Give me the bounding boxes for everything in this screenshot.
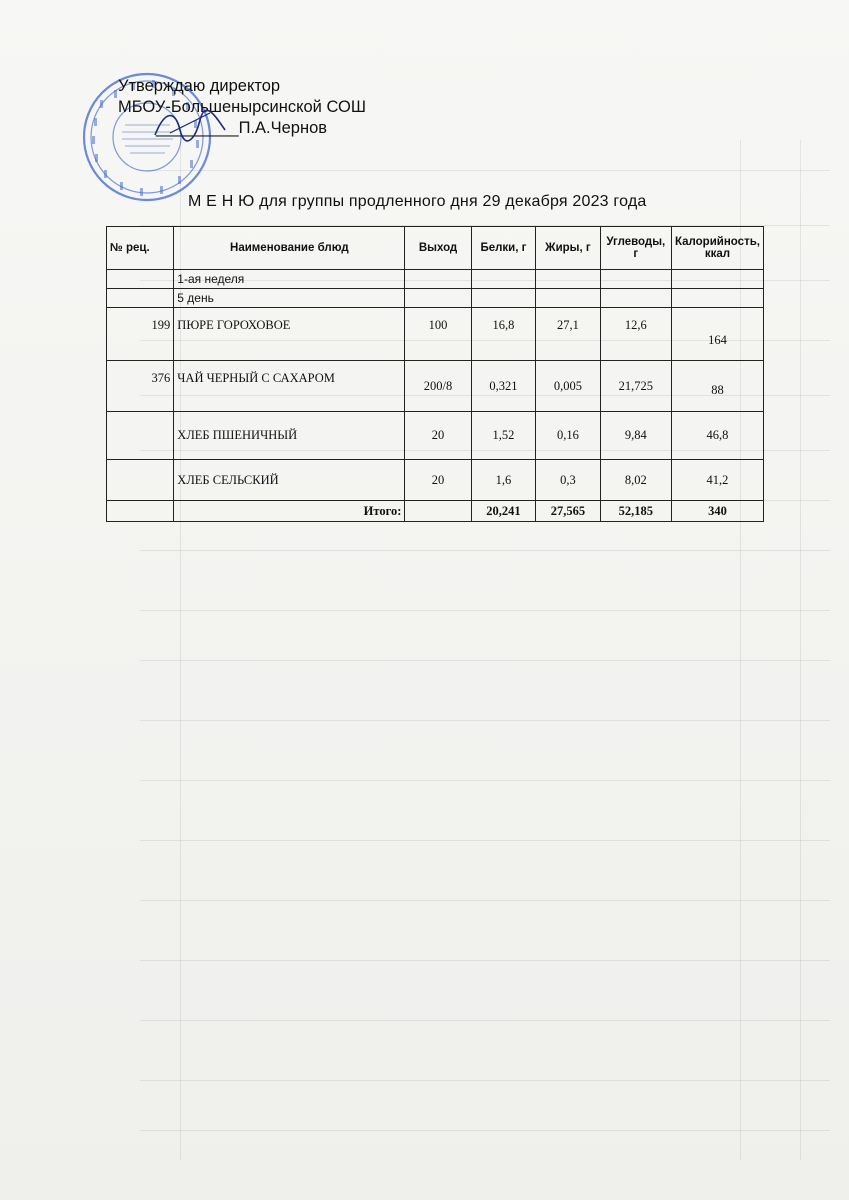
dish-carbs: 21,725: [600, 361, 671, 412]
dish-output: 100: [405, 308, 471, 361]
dish-name: ХЛЕБ ПШЕНИЧНЫЙ: [174, 412, 405, 460]
total-carbs: 52,185: [600, 501, 671, 522]
dish-output: 20: [405, 460, 471, 501]
dish-output: 20: [405, 412, 471, 460]
header-kcal: Калорийность, ккал: [671, 227, 763, 270]
week-row: [107, 270, 764, 289]
approval-director: _________П.А.Чернов: [156, 119, 328, 137]
header-fat: Жиры, г: [536, 227, 600, 270]
recipe-number: [107, 460, 174, 501]
dish-name: ПЮРЕ ГОРОХОВОЕ: [174, 308, 405, 361]
recipe-number: 376: [107, 361, 174, 412]
dish-kcal: 164: [671, 308, 763, 361]
total-row: [107, 501, 764, 522]
total-kcal: 340: [671, 501, 763, 522]
dish-carbs: 8,02: [600, 460, 671, 501]
dish-name: ЧАЙ ЧЕРНЫЙ С САХАРОМ: [174, 361, 405, 412]
dish-fat: 0,16: [536, 412, 600, 460]
header-dish: Наименование блюд: [174, 227, 405, 270]
dish-fat: 27,1: [536, 308, 600, 361]
dish-protein: 1,6: [471, 460, 536, 501]
recipe-number: [107, 412, 174, 460]
director-signature: [150, 105, 230, 145]
dish-fat: 0,3: [536, 460, 600, 501]
dish-kcal: 88: [671, 361, 763, 412]
dish-carbs: 12,6: [600, 308, 671, 361]
total-fat: 27,565: [536, 501, 600, 522]
dish-output: 200/8: [405, 361, 471, 412]
recipe-number: 199: [107, 308, 174, 361]
header-carbs: Углеводы, г: [600, 227, 671, 270]
header-output: Выход: [405, 227, 471, 270]
dish-protein: 0,321: [471, 361, 536, 412]
total-label: Итого:: [174, 501, 405, 522]
dish-protein: 16,8: [471, 308, 536, 361]
menu-table: [106, 226, 764, 522]
header-recipe: № рец.: [107, 227, 174, 270]
day-label: 5 день: [174, 289, 405, 308]
dish-carbs: 9,84: [600, 412, 671, 460]
table-row: [107, 361, 764, 412]
menu-title: М Е Н Ю для группы продленного дня 29 декабря 2023 года: [188, 193, 647, 210]
week-label: 1-ая неделя: [174, 270, 405, 289]
dish-kcal: 41,2: [671, 460, 763, 501]
dish-protein: 1,52: [471, 412, 536, 460]
approval-school: МБОУ-Большенырсинской СОШ: [118, 98, 366, 116]
total-protein: 20,241: [471, 501, 536, 522]
dish-kcal: 46,8: [671, 412, 763, 460]
table-row: [107, 412, 764, 460]
table-row: [107, 460, 764, 501]
approval-title: Утверждаю директор: [118, 77, 281, 95]
day-row: [107, 289, 764, 308]
table-row: [107, 308, 764, 361]
table-header-row: [107, 227, 764, 270]
header-protein: Белки, г: [471, 227, 536, 270]
dish-fat: 0,005: [536, 361, 600, 412]
dish-name: ХЛЕБ СЕЛЬСКИЙ: [174, 460, 405, 501]
